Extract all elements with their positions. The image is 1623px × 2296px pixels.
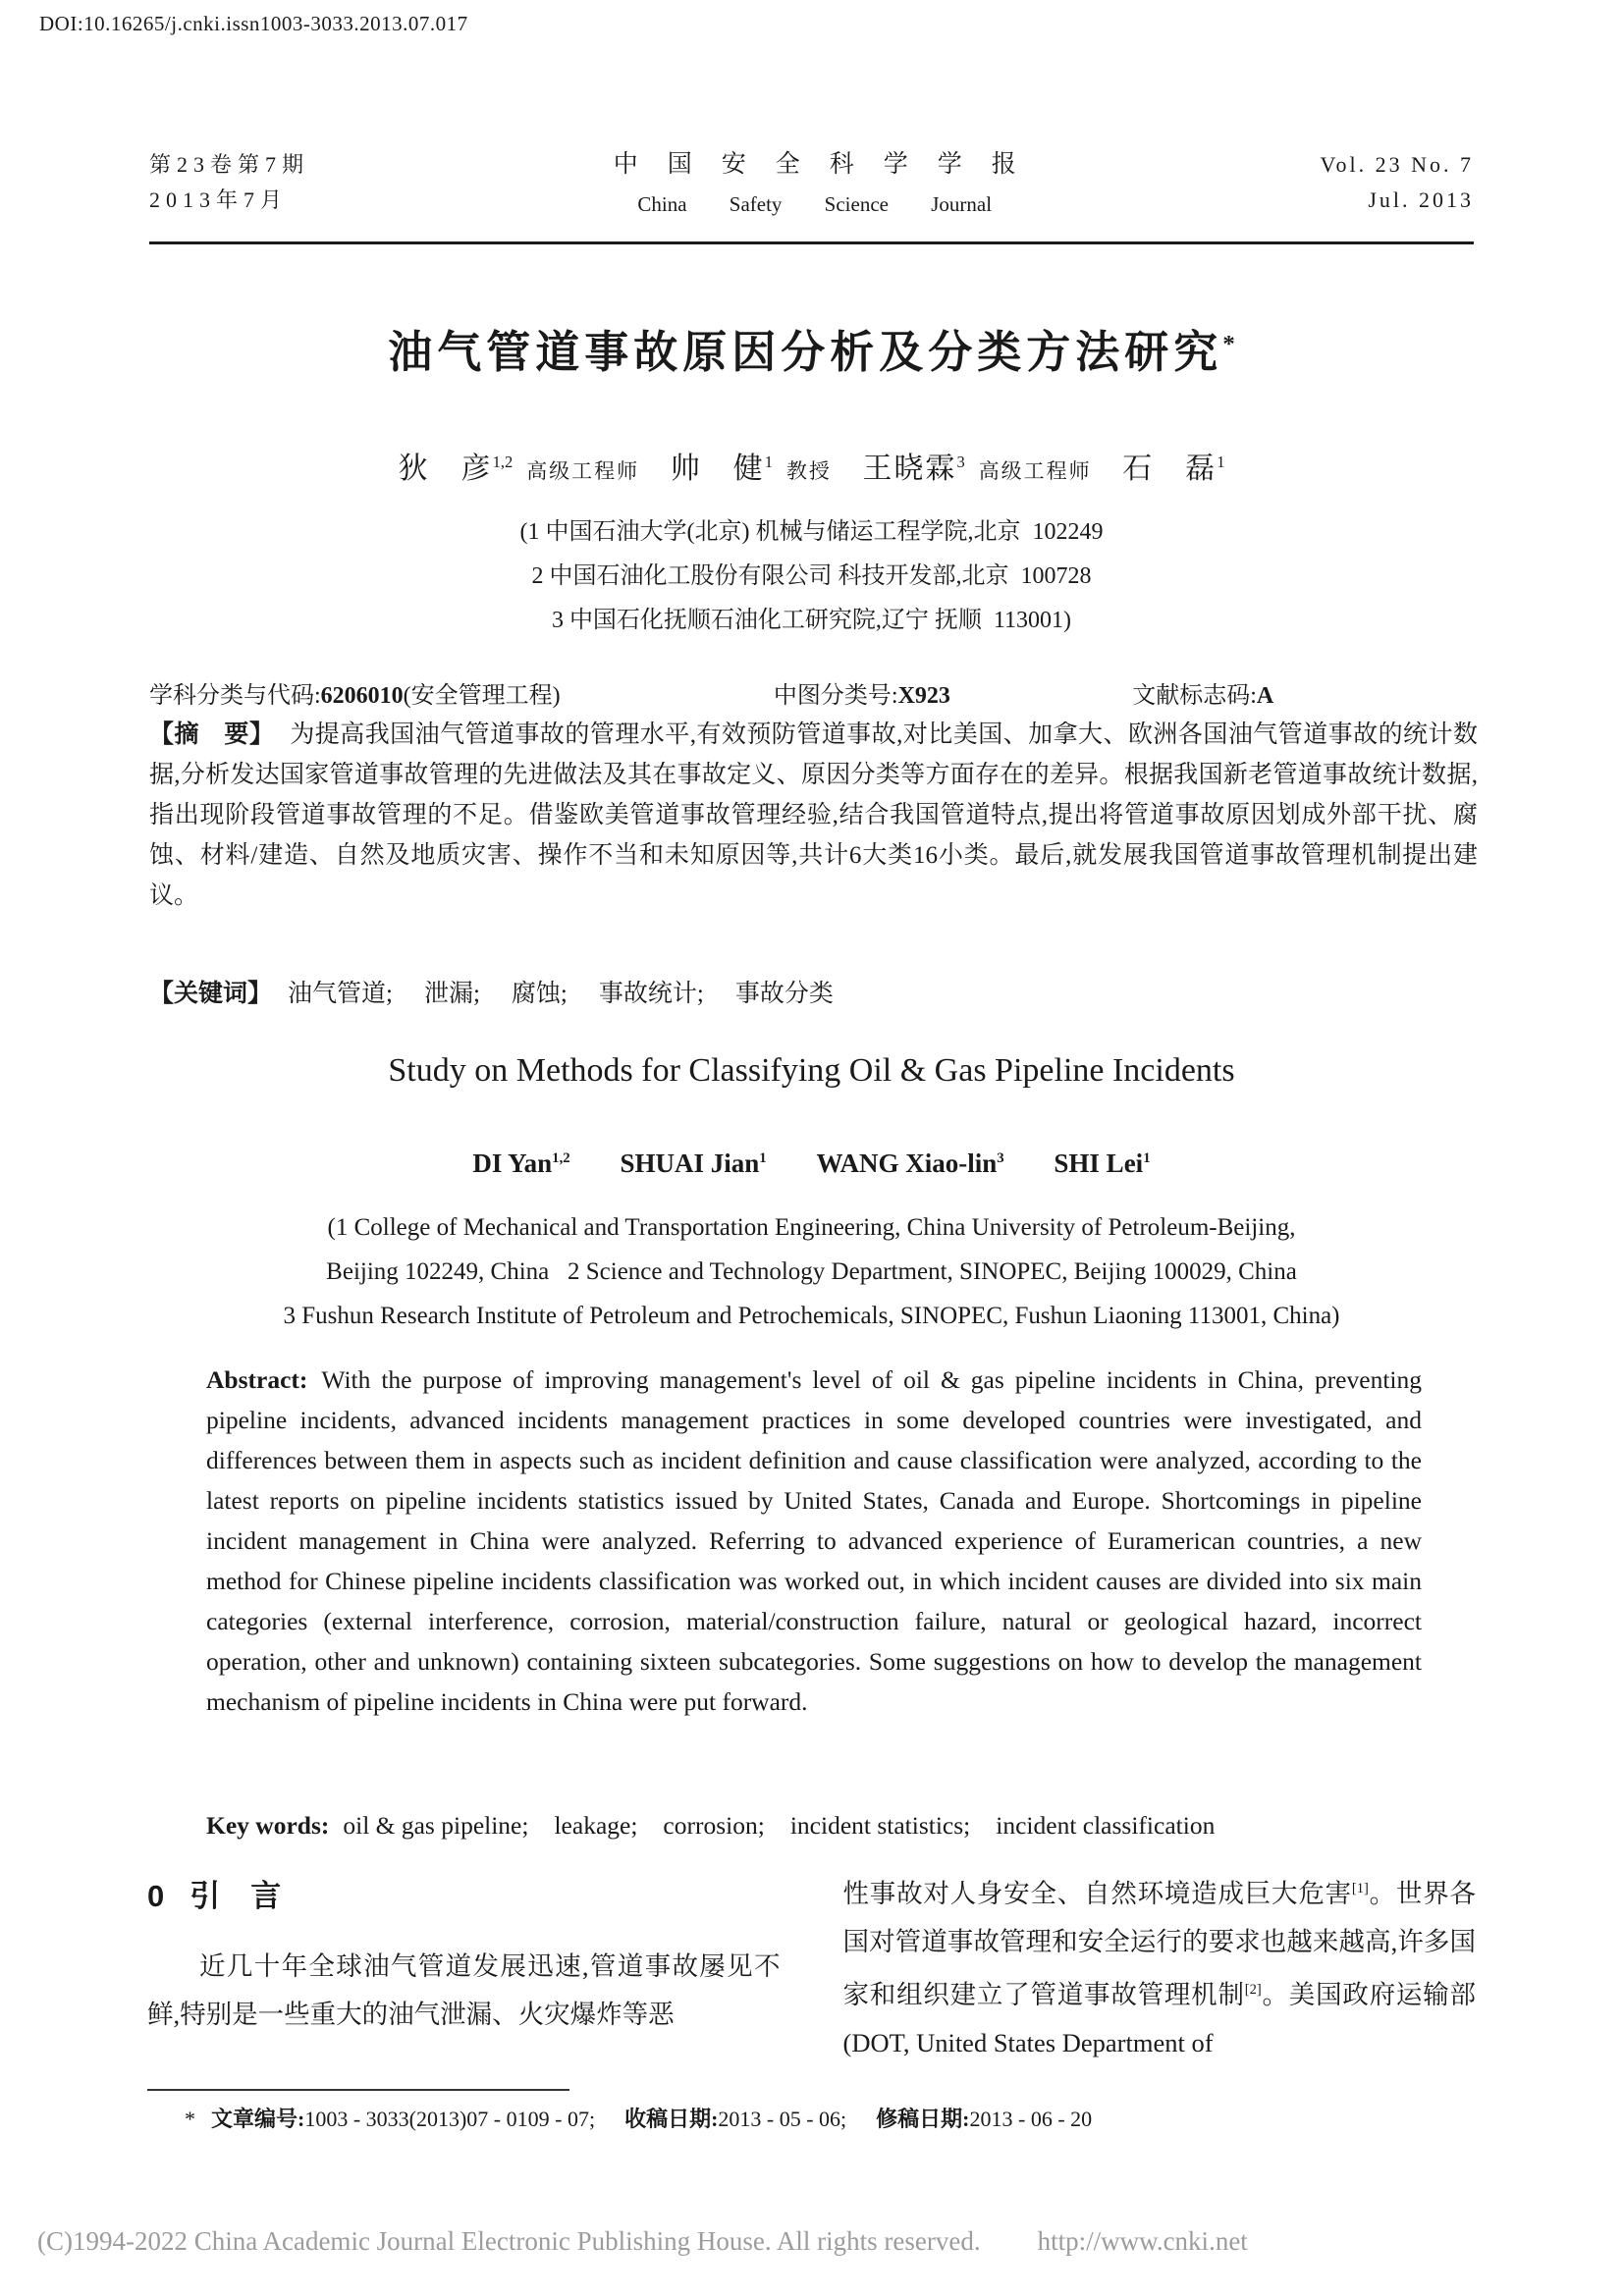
subject-classification bbox=[149, 675, 774, 710]
keywords-en-label: Key words: bbox=[206, 1811, 330, 1840]
keywords-en bbox=[206, 1811, 1422, 1841]
left-column bbox=[147, 1865, 781, 2067]
journal-name-block bbox=[584, 147, 1046, 222]
author-superscript: 3 bbox=[956, 453, 965, 471]
keyword: oil & gas pipeline; bbox=[343, 1811, 529, 1840]
affiliation-line: Beijing 102249, China 2 Science and Technology Department, SINOPEC, Beijing 100029, China bbox=[326, 1258, 1297, 1285]
affiliation-line: (1 中国石油大学(北京) 机械与储运工程学院,北京 102249 bbox=[519, 519, 1104, 545]
article-number-value: 1003 - 3033(2013)07 - 0109 - 07; bbox=[304, 2107, 596, 2131]
issue-date-en: Jul. 2013 bbox=[1368, 187, 1474, 212]
author-superscript: 1,2 bbox=[492, 453, 514, 471]
revised-date-label: 修稿日期: bbox=[876, 2107, 970, 2131]
footnote-rule bbox=[147, 2089, 569, 2091]
author-name: 石 磊 bbox=[1122, 453, 1217, 485]
paper-title-zh bbox=[0, 316, 1623, 380]
abstract-zh-text: 为提高我国油气管道事故的管理水平,有效预防管道事故,对比美国、加拿大、欧洲各国油气管道事故的统计数据,分析发达国家管道事故管理的先进做法及其在事故定义、原因分类等方面存在的差异。根据我国新老管道事故统计数据,指出现阶段管道事故管理的不足。借鉴欧美管道事故管理经验,结合我国管道特点,提出将管道事故原因划成外部干扰、腐蚀、材料/建造、自然及地质灾害、操作不当和未知原因等,共计6大类16小类。最后,就发展我国管道事故管理机制提出建议。 bbox=[149, 721, 1478, 909]
right-column bbox=[843, 1865, 1477, 2067]
footnote-text bbox=[147, 2103, 1476, 2133]
received-date-label: 收稿日期: bbox=[624, 2107, 719, 2131]
doc-label: 文献标志码: bbox=[1132, 683, 1257, 709]
subject-label: 学科分类与代码: bbox=[149, 683, 321, 709]
article-number-label: 文章编号: bbox=[211, 2107, 305, 2131]
issue-info-zh bbox=[149, 147, 309, 218]
keyword: 事故统计; bbox=[598, 981, 704, 1007]
author-name: DI Yan bbox=[472, 1148, 553, 1178]
keyword: corrosion; bbox=[663, 1811, 765, 1840]
author-name: WANG Xiao-lin bbox=[816, 1148, 998, 1178]
issue-date-zh: 2013年7月 bbox=[149, 187, 289, 212]
issue-info-en bbox=[1320, 147, 1474, 218]
paper-title-en: Study on Methods for Classifying Oil & Gas Pipeline Incidents bbox=[388, 1052, 1235, 1089]
abstract-en bbox=[206, 1360, 1422, 1722]
document-code bbox=[1132, 675, 1478, 710]
author-en bbox=[816, 1148, 1003, 1178]
cnki-footer bbox=[37, 2226, 1586, 2257]
author-zh bbox=[399, 453, 640, 485]
author-zh bbox=[671, 453, 832, 485]
author-name: 狄 彦 bbox=[398, 453, 493, 485]
keyword: 腐蚀; bbox=[511, 981, 568, 1007]
doi-text: DOI:10.16265/j.cnki.issn1003-3033.2013.07.017 bbox=[39, 12, 468, 35]
abstract-en-text: With the purpose of improving management's level of oil & gas pipeline incidents in China, preventing pipeline incidents, advanced incidents management practices in some developed countries were investigated, and differences between them in aspects such as incident definition and cause classification were analyzed, according to the latest reports on pipeline incidents statistics issued by United States, Canada and Europe. Shortcomings in pipeline incident management in China were analyzed. Referring to advanced experience of Euramerican countries, a new method for Chinese pipeline incidents classification was worked out, in which incident causes are divided into six main categories (external interference, corrosion, material/construction failure, natural or geological hazard, incorrect operation, other and unknown) containing sixteen subcategories. Some suggestions on how to develop the management mechanism of pipeline incidents in China were put forward. bbox=[206, 1365, 1422, 1716]
abstract-zh-label: 【摘 要】 bbox=[149, 721, 275, 748]
author-zh bbox=[1122, 453, 1224, 485]
classification-row bbox=[149, 675, 1478, 710]
affiliation-line: 3 中国石化抚顺石油化工研究院,辽宁 抚顺 113001) bbox=[551, 608, 1072, 633]
author-name: SHUAI Jian bbox=[620, 1148, 760, 1178]
citation-ref: [1] bbox=[1351, 1881, 1369, 1896]
author-zh bbox=[862, 453, 1091, 485]
author-en bbox=[472, 1148, 569, 1178]
keyword: leakage; bbox=[554, 1811, 638, 1840]
section-number: 0 bbox=[147, 1879, 165, 1913]
subject-code: 6206010 bbox=[320, 683, 404, 709]
volume-issue-zh: 第23卷第7期 bbox=[149, 152, 310, 177]
abstract-zh bbox=[149, 715, 1478, 916]
clc-number bbox=[774, 675, 1132, 710]
clc-label: 中图分类号: bbox=[773, 683, 898, 709]
author-superscript: 1 bbox=[1217, 453, 1225, 471]
subject-note: (安全管理工程) bbox=[403, 683, 561, 709]
volume-issue-en: Vol. 23 No. 7 bbox=[1320, 152, 1474, 177]
author-superscript: 1 bbox=[1143, 1150, 1151, 1166]
section-title: 引 言 bbox=[189, 1879, 282, 1913]
author-name: 帅 健 bbox=[670, 453, 765, 485]
keyword: 油气管道; bbox=[288, 981, 393, 1007]
affiliation-line: 3 Fushun Research Institute of Petroleum and Petrochemicals, SINOPEC, Fushun Liaoning 113001, China) bbox=[283, 1303, 1340, 1329]
author-superscript: 3 bbox=[997, 1150, 1004, 1166]
author-role: 高级工程师 bbox=[978, 459, 1092, 483]
title-footnote-mark: * bbox=[1222, 331, 1235, 357]
revised-date-value: 2013 - 06 - 20 bbox=[969, 2107, 1093, 2131]
journal-name-zh: 中国安全科学学报 bbox=[613, 151, 1046, 178]
body-paragraph bbox=[843, 1865, 1477, 2067]
footnote bbox=[147, 2089, 1476, 2133]
affiliation-line: 2 中国石油化工股份有限公司 科技开发部,北京 100728 bbox=[531, 563, 1092, 589]
author-role: 教授 bbox=[785, 459, 832, 483]
author-en bbox=[620, 1148, 766, 1178]
keyword: 泄漏; bbox=[423, 981, 480, 1007]
body-paragraph: 近几十年全球油气管道发展迅速,管道事故屡见不鲜,特别是一些重大的油气泄漏、火灾爆炸等恶 bbox=[147, 1951, 781, 2029]
cnki-url: http://www.cnki.net bbox=[1037, 2226, 1248, 2256]
keyword: incident classification bbox=[996, 1811, 1216, 1840]
section-heading bbox=[147, 1871, 781, 1915]
keyword: 事故分类 bbox=[734, 981, 834, 1007]
footnote-mark: * bbox=[185, 2107, 195, 2131]
copyright-text: (C)1994-2022 China Academic Journal Electronic Publishing House. All rights reserved. bbox=[37, 2226, 981, 2256]
received-date-value: 2013 - 05 - 06; bbox=[718, 2107, 847, 2131]
body-text: 。美国政府运输部(DOT, United States Department of bbox=[842, 1979, 1477, 2057]
affiliations-zh bbox=[0, 510, 1623, 643]
author-superscript: 1,2 bbox=[552, 1150, 570, 1166]
body-text: 性事故对人身安全、自然环境造成巨大危害 bbox=[842, 1878, 1352, 1908]
affiliations-en bbox=[0, 1205, 1623, 1338]
authors-zh bbox=[0, 444, 1623, 487]
author-superscript: 1 bbox=[759, 1150, 767, 1166]
clc-code: X923 bbox=[897, 683, 950, 709]
doc-code: A bbox=[1256, 683, 1274, 709]
keywords-zh-label: 【关键词】 bbox=[149, 981, 273, 1007]
journal-name-en: China Safety Science Journal bbox=[637, 192, 993, 216]
keyword: incident statistics; bbox=[789, 1811, 971, 1840]
journal-header bbox=[149, 147, 1474, 244]
keywords-zh bbox=[149, 974, 1478, 1009]
author-superscript: 1 bbox=[764, 453, 773, 471]
body-columns bbox=[147, 1865, 1476, 2067]
paper-title-text: 油气管道事故原因分析及分类方法研究 bbox=[388, 328, 1223, 377]
authors-en bbox=[0, 1148, 1623, 1179]
citation-ref: [2] bbox=[1244, 1981, 1262, 1998]
affiliation-line: (1 College of Mechanical and Transportation Engineering, China University of Petroleum-Beijing, bbox=[327, 1214, 1296, 1241]
author-en bbox=[1054, 1148, 1150, 1178]
body-text: 。世界各国对管道事故管理和安全运行的要求也越来越高,许多国家和组织建立了管道事故管理机制 bbox=[842, 1878, 1477, 2009]
author-name: 王晓霖 bbox=[862, 453, 957, 485]
author-name: SHI Lei bbox=[1054, 1148, 1144, 1178]
author-role: 高级工程师 bbox=[526, 459, 640, 483]
abstract-en-label: Abstract: bbox=[206, 1365, 308, 1394]
